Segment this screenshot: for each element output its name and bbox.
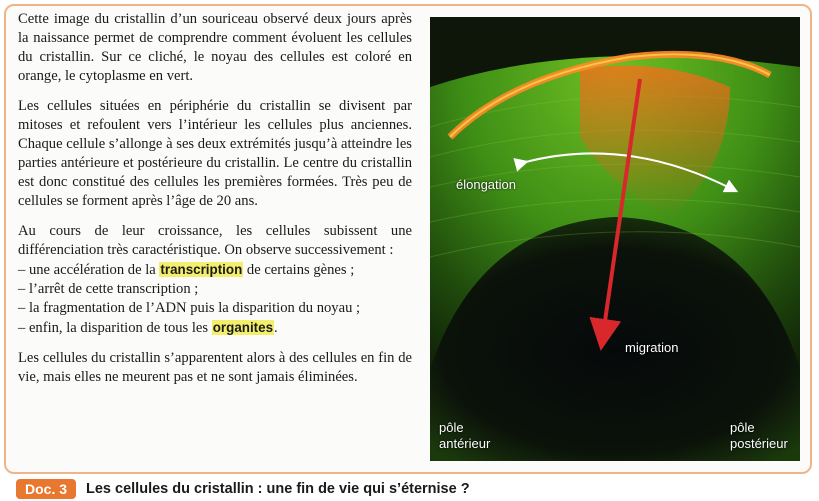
- label-migration: migration: [625, 340, 679, 355]
- division-paragraph: Les cellules situées en périphérie du cristallin se divisent par mitoses et refoulent vers l’intérieur les cellules plus anciennes. Chaque cellule s’allonge à ses deux extrémités jusqu’à atteindre les parties antérieure et postérieure du cristallin. Le centre du cristallin est donc constitué des cellules les premières formées. Très peu de cellules se forment après l’âge de 20 ans.: [18, 98, 412, 209]
- intro-paragraph: Cette image du cristallin d’un souriceau observé deux jours après la naissance permet de comprendre comment évoluent les cellules du cristallin. Sur ce cliché, le noyau des cellules est coloré en orange, le cytoplasme en vert.: [18, 11, 412, 84]
- list-item-organelles: – enfin, la disparition de tous les organites.: [18, 320, 278, 336]
- keyword-organites[interactable]: organites: [212, 320, 274, 335]
- differentiation-list: [18, 260, 412, 338]
- keyword-transcription[interactable]: transcription: [160, 262, 243, 277]
- list-item-stop: – l’arrêt de cette transcription ;: [18, 281, 199, 297]
- label-anterior-pole: pôle antérieur: [439, 420, 491, 451]
- list-item-transcription: – une accélération de la transcription de certains gènes ;: [18, 262, 355, 278]
- lens-micrograph: [430, 17, 800, 461]
- differentiation-paragraph: Au cours de leur croissance, les cellules subissent une différenciation très caractéristique. On observe successivement :: [18, 223, 412, 258]
- conclusion-paragraph: Les cellules du cristallin s’apparentent alors à des cellules en fin de vie, mais elles ne meurent pas et ne sont jamais éliminées.: [18, 350, 412, 385]
- figure-caption: [16, 478, 470, 500]
- caption-title: Les cellules du cristallin : une fin de vie qui s’éternise ?: [86, 481, 470, 497]
- text-column: [18, 10, 412, 398]
- list-item-dna: – la fragmentation de l’ADN puis la disparition du noyau ;: [18, 300, 361, 316]
- doc-badge: Doc. 3: [16, 479, 76, 499]
- micrograph-illustration: [430, 17, 800, 461]
- label-elongation: élongation: [456, 177, 516, 192]
- label-posterior-pole: pôle postérieur: [730, 420, 788, 451]
